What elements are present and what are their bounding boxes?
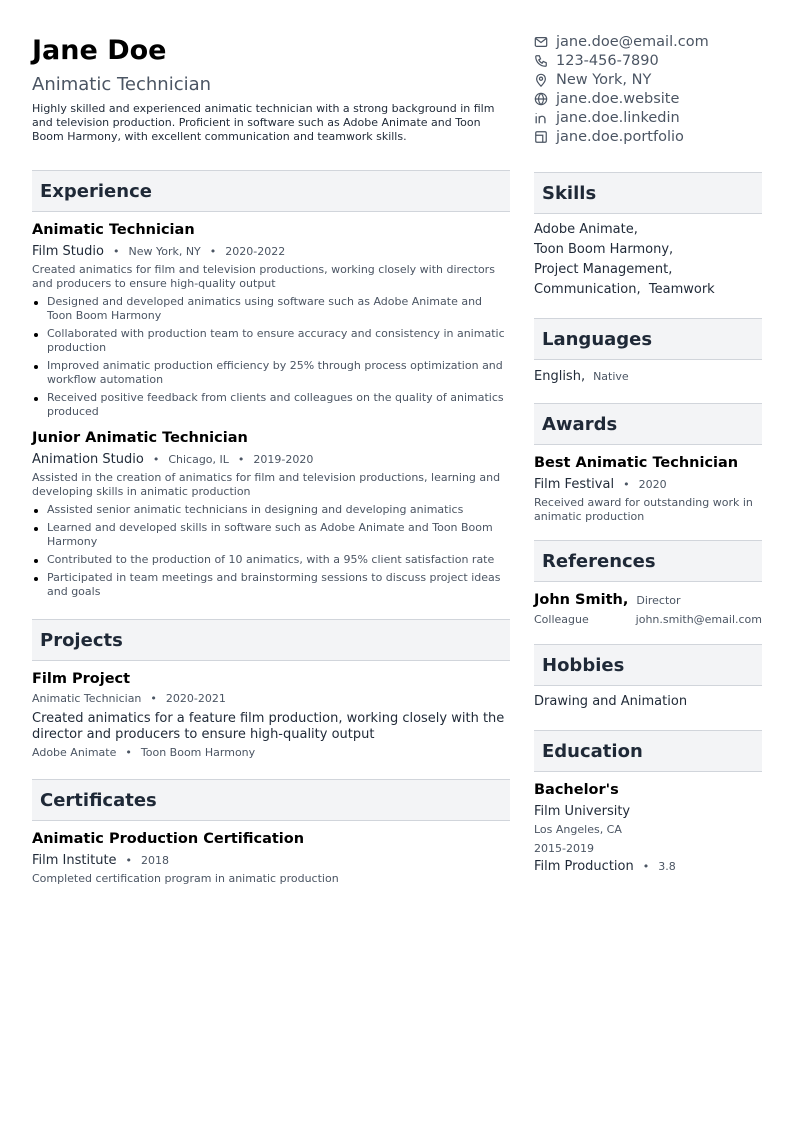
section-heading-references: References [534, 540, 762, 582]
job-summary: Assisted in the creation of animatics for film and television productions, learning and developing skills in animatic production [32, 471, 501, 498]
reference-name: John Smith, [534, 592, 629, 608]
separator-dot: • [112, 245, 120, 258]
job-location: New York, NY [128, 245, 201, 258]
list-item: Improved animatic production efficiency by 25% through process optimization and workflow automation [32, 359, 510, 387]
separator-dot: • [125, 854, 133, 867]
job-location: Chicago, IL [168, 453, 229, 466]
project-role: Animatic Technician [32, 692, 142, 705]
project-keywords [32, 746, 510, 759]
education-field: Film Production [534, 859, 634, 874]
education-institution: Film University [534, 804, 631, 819]
education-field-row [534, 858, 762, 875]
contact-value: New York, NY [556, 71, 652, 88]
education-dates: 2015-2019 [534, 842, 594, 855]
separator-dot: • [209, 245, 217, 258]
company-name: Film Studio [32, 244, 104, 259]
separator-dot: • [237, 453, 245, 466]
job-title: Junior Animatic Technician [32, 430, 248, 446]
skills-list [534, 220, 762, 300]
award-entry [534, 454, 762, 524]
skill-row [534, 280, 762, 300]
job-dates: 2020-2022 [225, 245, 286, 258]
list-item: Participated in team meetings and brainstorming sessions to discuss project ideas and goals [32, 571, 510, 599]
award-meta [534, 476, 762, 493]
right-column [534, 32, 762, 875]
globe-icon [534, 92, 548, 106]
skill-item: Toon Boom Harmony, [534, 242, 674, 257]
job-title: Animatic Technician [32, 222, 195, 238]
contact-location [534, 70, 762, 89]
project-entry [32, 670, 510, 759]
hobby-item: Drawing and Animation [534, 694, 688, 709]
list-item: Collaborated with production team to ensure accuracy and consistency in animatic production [32, 327, 510, 355]
education-degree: Bachelor's [534, 782, 619, 798]
experience-entry [32, 429, 510, 599]
contact-value: 123-456-7890 [556, 52, 659, 69]
reference-position: Director [636, 594, 681, 607]
job-highlights [32, 503, 510, 599]
contact-value: jane.doe.website [556, 90, 680, 107]
section-heading-certificates: Certificates [32, 779, 510, 821]
section-heading-hobbies: Hobbies [534, 644, 762, 686]
left-column [32, 34, 510, 886]
reference-entry [534, 591, 762, 626]
award-title: Best Animatic Technician [534, 455, 739, 471]
profile-summary: Highly skilled and experienced animatic technician with a strong background in film and television production. Proficient in software such as Adobe Animate and Toon Boom Harmony, with excellent communication and teamwork skills. [32, 102, 495, 143]
reference-relation: Colleague [534, 613, 589, 626]
list-item: Assisted senior animatic technicians in designing and developing animatics [32, 503, 510, 517]
certificate-name: Animatic Production Certification [32, 831, 305, 847]
contact-value: jane.doe@email.com [556, 33, 709, 50]
education-entry [534, 781, 762, 875]
keyword: Adobe Animate [32, 746, 117, 759]
skill-item: Adobe Animate, [534, 222, 638, 237]
certificate-summary: Completed certification program in animatic production [32, 872, 339, 885]
award-date: 2020 [638, 478, 667, 491]
contact-phone[interactable] [534, 51, 762, 70]
job-meta [32, 451, 510, 468]
separator-dot: • [152, 453, 160, 466]
separator-dot: • [623, 478, 630, 491]
job-dates: 2019-2020 [253, 453, 314, 466]
contact-email[interactable] [534, 32, 762, 51]
candidate-role: Animatic Technician [32, 74, 212, 95]
project-name: Film Project [32, 671, 131, 687]
list-item: Contributed to the production of 10 animatics, with a 95% client satisfaction rate [32, 553, 510, 567]
section-heading-experience: Experience [32, 170, 510, 212]
job-summary: Created animatics for film and television productions, working closely with directors and producers to ensure high-quality output [32, 263, 495, 290]
email-icon [534, 35, 548, 49]
certificate-date: 2018 [141, 854, 170, 867]
section-heading-education: Education [534, 730, 762, 772]
skill-item: Project Management, [534, 262, 673, 277]
contact-value: jane.doe.portfolio [556, 128, 684, 145]
portfolio-icon [534, 130, 548, 144]
reference-header [534, 591, 762, 609]
contact-portfolio[interactable] [534, 127, 762, 146]
section-heading-awards: Awards [534, 403, 762, 445]
contact-value: jane.doe.linkedin [556, 109, 680, 126]
project-dates: 2020-2021 [165, 692, 226, 705]
contact-website[interactable] [534, 89, 762, 108]
education-score: 3.8 [658, 860, 676, 873]
section-heading-skills: Skills [534, 172, 762, 214]
list-item: Designed and developed animatics using software such as Adobe Animate and Toon Boom Harmony [32, 295, 510, 323]
project-description: Created animatics for a feature film production, working closely with the director and producers to ensure high-quality output [32, 711, 505, 742]
reference-email[interactable]: john.smith@email.com [635, 613, 762, 626]
language-entry [534, 368, 762, 385]
skill-item: Communication, [534, 282, 641, 297]
keyword: Toon Boom Harmony [140, 746, 256, 759]
skill-item: Teamwork [648, 282, 715, 297]
separator-dot: • [125, 746, 132, 759]
separator-dot: • [642, 860, 650, 873]
certificate-entry [32, 830, 510, 886]
education-location: Los Angeles, CA [534, 823, 622, 836]
company-name: Animation Studio [32, 452, 144, 467]
linkedin-icon [534, 111, 548, 125]
separator-dot: • [150, 692, 157, 705]
contact-list [534, 32, 762, 146]
award-awarder: Film Festival [534, 477, 615, 492]
project-meta [32, 690, 510, 707]
award-summary: Received award for outstanding work in animatic production [534, 496, 753, 523]
contact-linkedin[interactable] [534, 108, 762, 127]
phone-icon [534, 54, 548, 68]
job-highlights [32, 295, 510, 419]
reference-details [534, 613, 762, 626]
list-item: Received positive feedback from clients and colleagues on the quality of animatics produced [32, 391, 510, 419]
location-pin-icon [534, 73, 548, 87]
section-heading-projects: Projects [32, 619, 510, 661]
experience-entry [32, 221, 510, 419]
language-fluency: Native [593, 370, 629, 383]
education-institution-row [534, 803, 762, 820]
candidate-name: Jane Doe [32, 35, 167, 66]
certificate-meta [32, 852, 510, 869]
section-heading-languages: Languages [534, 318, 762, 360]
certificate-issuer: Film Institute [32, 853, 117, 868]
job-meta [32, 243, 510, 260]
language-name: English, [534, 369, 586, 384]
list-item: Learned and developed skills in software such as Adobe Animate and Toon Boom Harmony [32, 521, 510, 549]
